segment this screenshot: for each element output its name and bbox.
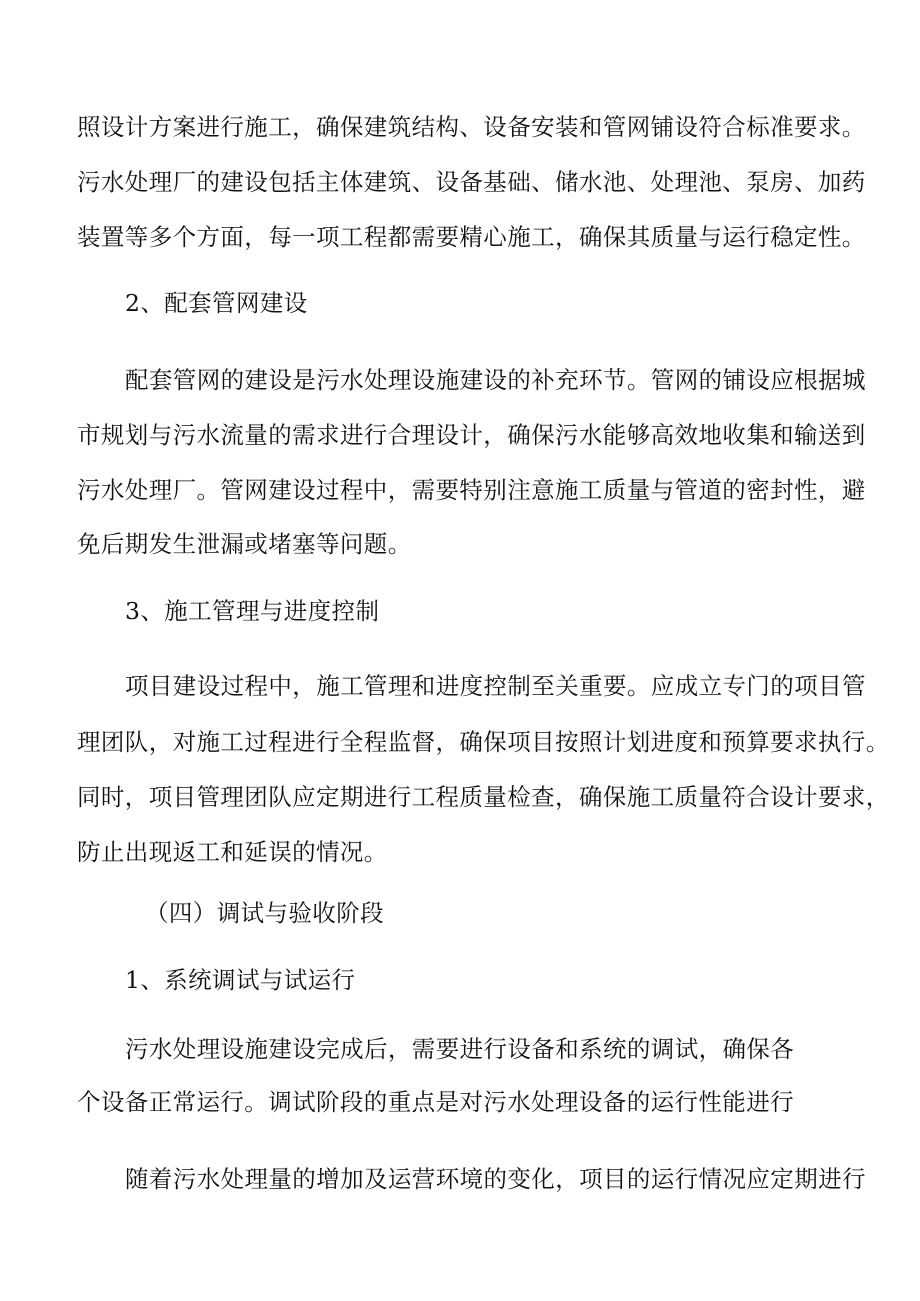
paragraph-line: 污水处理厂。管网建设过程中，需要特别注意施工质量与管道的密封性，避 [77,476,866,504]
paragraph-line: 免后期发生泄漏或堵塞等问题。 [77,530,412,558]
section-heading: 3、施工管理与进度控制 [125,597,380,625]
paragraph-line: 装置等多个方面，每一项工程都需要精心施工，确保其质量与运行稳定性。 [77,223,866,251]
paragraph-line: 个设备正常运行。调试阶段的重点是对污水处理设备的运行性能进行 [77,1088,794,1116]
paragraph-line: 污水处理设施建设完成后，需要进行设备和系统的调试，确保各 [125,1035,795,1063]
paragraph-line: 同时，项目管理团队应定期进行工程质量检查，确保施工质量符合设计要求， [77,783,890,811]
paragraph-line: 照设计方案进行施工，确保建筑结构、设备安装和管网铺设符合标准要求。 [77,113,866,141]
paragraph-line: 市规划与污水流量的需求进行合理设计，确保污水能够高效地收集和输送到 [77,421,866,449]
section-title: （四）调试与验收阶段 [145,899,384,927]
paragraph-line: 配套管网的建设是污水处理设施建设的补充环节。管网的铺设应根据城 [125,366,866,394]
paragraph-line: 随着污水处理量的增加及运营环境的变化，项目的运行情况应定期进行 [125,1165,866,1193]
section-heading: 1、系统调试与试运行 [125,966,356,994]
paragraph-line: 理团队，对施工过程进行全程监督，确保项目按照计划进度和预算要求执行。 [77,728,890,756]
paragraph-line: 防止出现返工和延误的情况。 [77,838,388,866]
section-heading: 2、配套管网建设 [125,289,308,317]
paragraph-line: 污水处理厂的建设包括主体建筑、设备基础、储水池、处理池、泵房、加药 [77,168,866,196]
paragraph-line: 项目建设过程中，施工管理和进度控制至关重要。应成立专门的项目管 [125,672,866,700]
